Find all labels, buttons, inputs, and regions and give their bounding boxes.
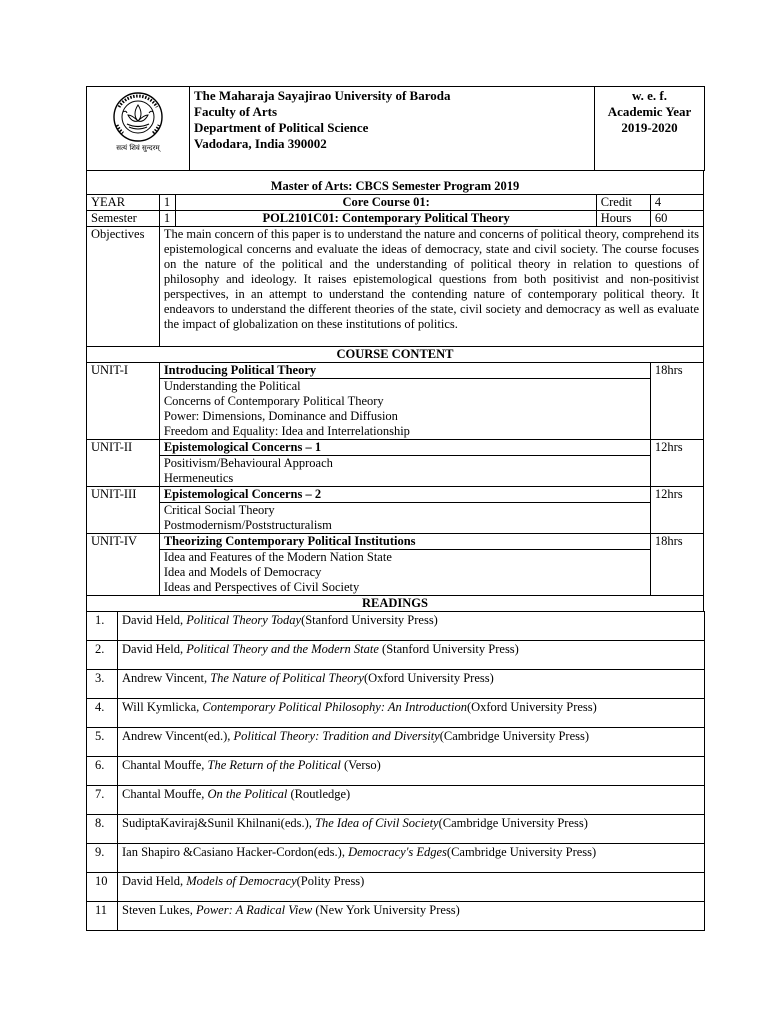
logo-motto: सत्यं शिवं सुन्दरम् (116, 144, 160, 152)
unit-topic: Positivism/Behavioural Approach (163, 456, 333, 470)
reading-citation (118, 786, 705, 815)
reading-publisher: (Cambridge University Press) (438, 816, 588, 830)
course-title: POL2101C01: Contemporary Political Theory (176, 211, 596, 227)
semester-label: Semester (87, 211, 160, 227)
hours-value: 60 (650, 211, 703, 227)
address: Vadodara, India 390002 (194, 136, 327, 151)
unit-row (87, 363, 704, 440)
unit-hours: 12hrs (650, 487, 703, 534)
reading-title: The Idea of Civil Society (315, 816, 439, 830)
faculty-name: Faculty of Arts (194, 104, 278, 119)
unit-label: UNIT-IV (87, 534, 160, 596)
reading-title: Political Theory: Tradition and Diversity (233, 729, 440, 743)
reading-row (87, 902, 705, 931)
reading-citation (118, 612, 705, 641)
academic-year: 2019-2020 (621, 120, 678, 135)
unit-title: Introducing Political Theory (160, 363, 650, 379)
unit-hours: 12hrs (650, 440, 703, 487)
unit-body (159, 440, 650, 487)
reading-row (87, 815, 705, 844)
unit-body (159, 487, 650, 534)
reading-title: Models of Democracy (186, 874, 297, 888)
reading-author: Will Kymlicka, (122, 700, 203, 714)
reading-author: Andrew Vincent, (122, 671, 211, 685)
header-table (86, 86, 705, 171)
university-name: The Maharaja Sayajirao University of Baroda (194, 88, 451, 103)
reading-author: David Held, (122, 613, 187, 627)
unit-title: Epistemological Concerns – 2 (160, 487, 650, 503)
reading-publisher: (Stanford University Press) (301, 613, 438, 627)
unit-topic: Idea and Models of Democracy (163, 565, 322, 579)
reading-row (87, 786, 705, 815)
reading-title: Democracy's Edges (348, 845, 447, 859)
unit-topic: Postmodernism/Poststructuralism (163, 518, 332, 532)
reading-row (87, 844, 705, 873)
reading-author: SudiptaKaviraj&Sunil Khilnani(eds.), (122, 816, 316, 830)
unit-label: UNIT-II (87, 440, 160, 487)
reading-number: 6. (87, 757, 118, 786)
unit-title: Epistemological Concerns – 1 (160, 440, 650, 456)
reading-row (87, 728, 705, 757)
course-table (86, 170, 704, 612)
unit-row (87, 440, 704, 487)
reading-citation (118, 670, 705, 699)
reading-number: 7. (87, 786, 118, 815)
reading-author: David Held, (122, 642, 187, 656)
reading-publisher: (Cambridge University Press) (439, 729, 590, 743)
reading-row (87, 670, 705, 699)
unit-body (159, 534, 650, 596)
academic-year-label: Academic Year (607, 104, 692, 119)
unit-row (87, 534, 704, 596)
unit-body (159, 363, 650, 440)
reading-author: Andrew Vincent(ed.), (122, 729, 234, 743)
reading-citation (118, 844, 705, 873)
reading-publisher: (Verso) (340, 758, 381, 772)
reading-publisher: (Routledge) (287, 787, 351, 801)
year-value: 1 (159, 195, 176, 211)
university-seal-icon (109, 91, 167, 143)
reading-author: David Held, (122, 874, 187, 888)
reading-publisher: (New York University Press) (312, 903, 460, 917)
unit-label: UNIT-I (87, 363, 160, 440)
unit-topic: Freedom and Equality: Idea and Interrelationship (163, 424, 410, 438)
unit-hours: 18hrs (650, 534, 703, 596)
core-course-label: Core Course 01: (176, 195, 596, 211)
credit-label: Credit (596, 195, 650, 211)
unit-topic: Hermeneutics (163, 471, 234, 485)
reading-row (87, 757, 705, 786)
unit-topic: Critical Social Theory (163, 503, 275, 517)
reading-publisher: (Polity Press) (296, 874, 365, 888)
reading-row (87, 873, 705, 902)
wef-label: w. e. f. (631, 88, 668, 103)
reading-title: The Return of the Political (207, 758, 341, 772)
reading-number: 11 (87, 902, 118, 931)
wef-block (595, 87, 705, 171)
reading-author: Chantal Mouffe, (122, 787, 208, 801)
unit-topic: Concerns of Contemporary Political Theory (163, 394, 384, 408)
reading-citation (118, 873, 705, 902)
reading-author: Steven Lukes, (122, 903, 196, 917)
unit-label: UNIT-III (87, 487, 160, 534)
reading-row (87, 699, 705, 728)
reading-author: Ian Shapiro &Casiano Hacker-Cordon(eds.), (122, 845, 349, 859)
reading-number: 5. (87, 728, 118, 757)
readings-heading: READINGS (87, 596, 704, 612)
reading-row (87, 641, 705, 670)
hours-label: Hours (596, 211, 650, 227)
reading-number: 4. (87, 699, 118, 728)
program-title: Master of Arts: CBCS Semester Program 2019 (87, 179, 704, 195)
unit-topic: Understanding the Political (163, 379, 301, 393)
reading-citation (118, 641, 705, 670)
unit-hours: 18hrs (650, 363, 703, 440)
reading-citation (118, 699, 705, 728)
year-label: YEAR (87, 195, 160, 211)
course-content-heading: COURSE CONTENT (87, 347, 704, 363)
reading-number: 2. (87, 641, 118, 670)
objectives-text: The main concern of this paper is to understand the nature and concerns of political theory, comprehend its epistemological concerns and evaluate the ideas of democracy, state and civil society. The course focuses on the nature of the political and the understanding of political theory in relation to questions of philosophy and ideology. It raises epistemological questions from both positivist and non-positivist perspectives, in an attempt to understand the contending nature of contemporary political theory. It endeavors to understand the different theories of the state, civil society and democracy as well as evaluate the impact of globalization on these institutions of politics. (159, 227, 703, 347)
readings-table (86, 611, 705, 931)
reading-title: Contemporary Political Philosophy: An Introduction (202, 700, 467, 714)
reading-author: Chantal Mouffe, (122, 758, 208, 772)
unit-topic: Idea and Features of the Modern Nation State (163, 550, 392, 564)
reading-citation (118, 902, 705, 931)
reading-citation (118, 728, 705, 757)
syllabus-page (86, 86, 704, 931)
unit-topic: Power: Dimensions, Dominance and Diffusion (163, 409, 398, 423)
reading-title: Political Theory Today (186, 613, 302, 627)
unit-title: Theorizing Contemporary Political Institutions (160, 534, 650, 550)
university-logo (87, 87, 190, 171)
reading-number: 8. (87, 815, 118, 844)
reading-title: On the Political (207, 787, 288, 801)
department-name: Department of Political Science (194, 120, 369, 135)
reading-publisher: (Stanford University Press) (378, 642, 519, 656)
reading-title: The Nature of Political Theory (210, 671, 364, 685)
reading-number: 10 (87, 873, 118, 902)
unit-row (87, 487, 704, 534)
objectives-label: Objectives (87, 227, 160, 347)
semester-value: 1 (159, 211, 176, 227)
reading-publisher: (Cambridge University Press) (446, 845, 597, 859)
reading-publisher: (Oxford University Press) (466, 700, 597, 714)
unit-topic: Ideas and Perspectives of Civil Society (163, 580, 360, 594)
credit-value: 4 (650, 195, 703, 211)
reading-publisher: (Oxford University Press) (363, 671, 494, 685)
reading-number: 1. (87, 612, 118, 641)
reading-citation (118, 757, 705, 786)
reading-number: 9. (87, 844, 118, 873)
reading-row (87, 612, 705, 641)
reading-number: 3. (87, 670, 118, 699)
reading-citation (118, 815, 705, 844)
reading-title: Power: A Radical View (195, 903, 313, 917)
reading-title: Political Theory and the Modern State (186, 642, 379, 656)
institution-block (190, 87, 595, 171)
